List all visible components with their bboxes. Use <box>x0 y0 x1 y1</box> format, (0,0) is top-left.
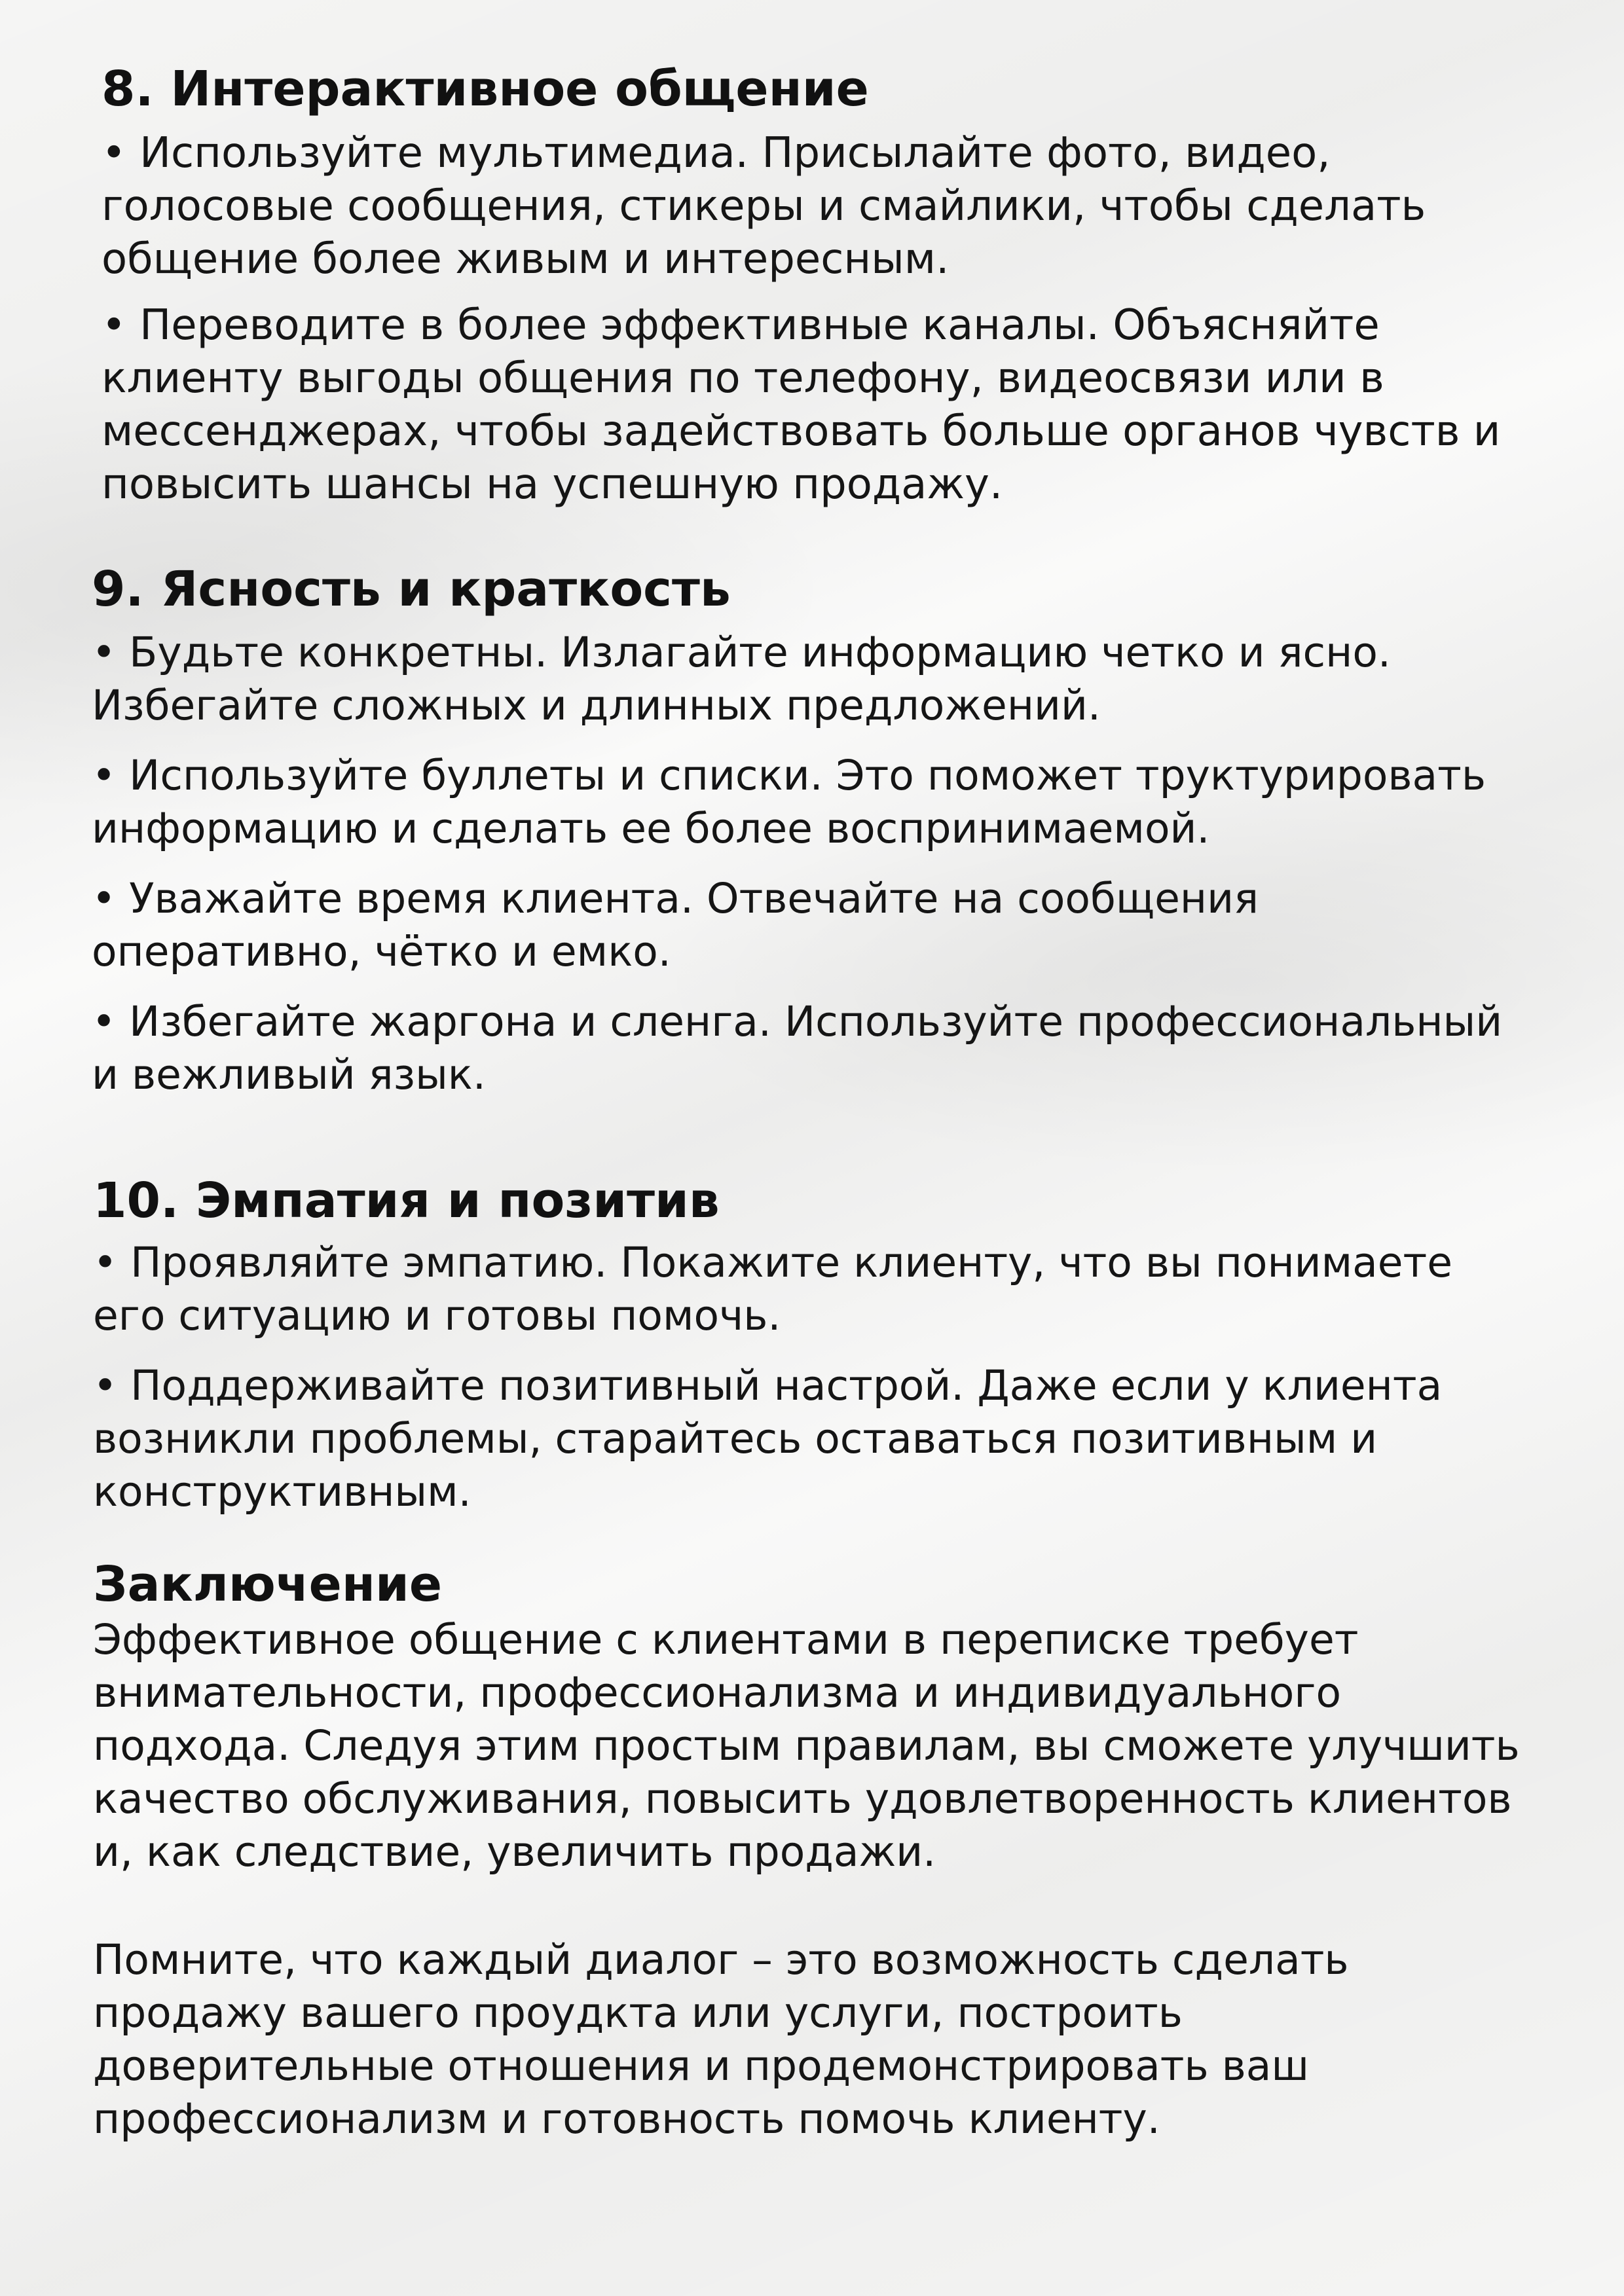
conclusion-paragraph: Эффективное общение с клиентами в переписке требует внимательности, профессионализма и индивидуального подхода. Следуя этим простым правилам, вы сможете улучшить качество обслуживания, повысить удовлетворенность клиентов и, как следствие, увеличить продажи. <box>93 1616 1520 1876</box>
section-conclusion <box>93 1556 1521 2145</box>
section-heading: 9. Ясность и краткость <box>92 561 731 617</box>
bullet-item: • Переводите в более эффективные каналы. Объясняйте клиенту выгоды общения по телефону, видеосвязи или в мессенджерах, чтобы задействовать больше органов чувств и повысить шансы на успешную продажу. <box>101 301 1501 509</box>
section-clarity-brevity <box>92 560 1506 1101</box>
bullet-item: • Уважайте время клиента. Отвечайте на сообщения оперативно, чётко и емко. <box>92 875 1259 975</box>
conclusion-paragraph: Помните, что каждый диалог – это возможность сделать продажу вашего проудкта или услуги, построить доверительные отношения и продемонстрировать ваш профессионализм и готовность помочь клиенту. <box>93 1936 1349 2143</box>
bullet-item: • Избегайте жаргона и сленга. Используйте профессиональный и вежливый язык. <box>92 998 1503 1099</box>
bullet-item: • Используйте буллеты и списки. Это поможет труктурировать информацию и сделать ее более воспринимаемой. <box>92 752 1486 852</box>
bullet-item: • Используйте мультимедиа. Присылайте фото, видео, голосовые сообщения, стикеры и смайлики, чтобы сделать общение более живым и интересным. <box>101 129 1426 283</box>
section-heading: Заключение <box>93 1556 443 1613</box>
bullet-item: • Поддерживайте позитивный настрой. Даже если у клиента возникли проблемы, старайтесь оставаться позитивным и конструктивным. <box>93 1362 1443 1516</box>
section-empathy-positivity <box>93 1172 1534 1518</box>
bullet-item: • Будьте конкретны. Излагайте информацию четко и ясно. Избегайте сложных и длинных предложений. <box>92 629 1391 729</box>
section-interactive-communication <box>101 60 1529 511</box>
section-heading: 10. Эмпатия и позитив <box>93 1173 720 1229</box>
section-heading: 8. Интерактивное общение <box>101 61 869 117</box>
bullet-item: • Проявляйте эмпатию. Покажите клиенту, что вы понимаете его ситуацию и готовы помочь. <box>93 1239 1452 1339</box>
